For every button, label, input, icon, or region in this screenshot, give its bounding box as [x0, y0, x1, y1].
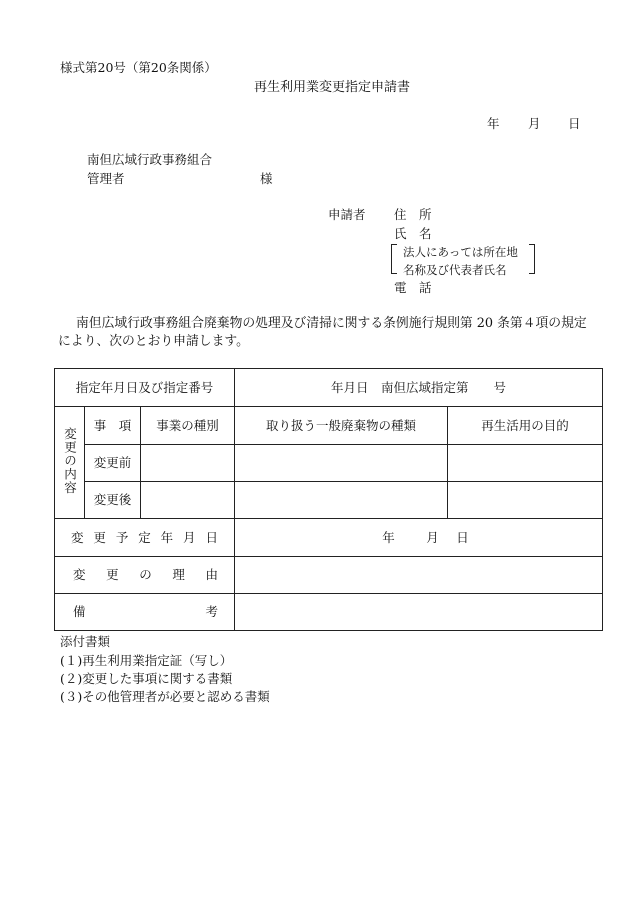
- body-text-line2: により、次のとおり申請します。: [58, 334, 249, 349]
- change-form-table: [54, 368, 603, 631]
- attachment-item-1: (１)再生利用業指定証（写し）: [60, 653, 233, 668]
- after-business-type-cell[interactable]: [141, 482, 235, 519]
- planned-date-label: 変 更 予 定 年 月 日: [55, 519, 235, 557]
- designation-value[interactable]: 年月日 南但広域指定第 号: [235, 369, 603, 407]
- header-business-type: 事業の種別: [141, 407, 235, 445]
- addressee-honorific: 様: [260, 171, 273, 186]
- remarks-value-cell[interactable]: [235, 594, 603, 631]
- remarks-label: 備 考: [55, 594, 235, 631]
- corp-bracket-left: [391, 244, 397, 274]
- before-label: 変更前: [85, 445, 141, 482]
- reason-value-cell[interactable]: [235, 557, 603, 594]
- before-business-type-cell[interactable]: [141, 445, 235, 482]
- header-waste-type: 取り扱う一般廃棄物の種類: [235, 407, 448, 445]
- address-label: 住 所: [394, 207, 432, 222]
- name-label: 氏 名: [394, 226, 432, 241]
- addressee-org: 南但広域行政事務組合: [87, 152, 213, 167]
- phone-label: 電 話: [394, 280, 432, 295]
- date-month: 月: [528, 116, 541, 131]
- before-waste-type-cell[interactable]: [235, 445, 448, 482]
- corp-note-line1: 法人にあっては所在地: [403, 245, 518, 259]
- planned-date-value[interactable]: 年 月 日: [235, 519, 603, 557]
- corp-bracket-right: [529, 244, 535, 274]
- date-day: 日: [568, 116, 581, 131]
- attachment-item-2: (２)変更した事項に関する書類: [60, 671, 233, 686]
- body-text-line1: 南但広域行政事務組合廃棄物の処理及び清掃に関する条例施行規則第 20 条第４項の規定: [76, 316, 587, 331]
- corp-note-line2: 名称及び代表者氏名: [403, 263, 507, 277]
- change-content-label: 変更の内容: [55, 407, 85, 519]
- form-number: 様式第20号（第20条関係）: [60, 60, 217, 75]
- attachments-heading: 添付書類: [60, 634, 111, 649]
- header-purpose: 再生活用の目的: [448, 407, 603, 445]
- addressee-role: 管理者: [87, 171, 125, 186]
- reason-label: 変 更 の 理 由: [55, 557, 235, 594]
- after-waste-type-cell[interactable]: [235, 482, 448, 519]
- date-year: 年: [487, 116, 500, 131]
- designation-label: 指定年月日及び指定番号: [55, 369, 235, 407]
- applicant-label: 申請者: [328, 207, 366, 222]
- attachment-item-3: (３)その他管理者が必要と認める書類: [60, 689, 270, 704]
- after-label: 変更後: [85, 482, 141, 519]
- header-item: 事 項: [85, 407, 141, 445]
- before-purpose-cell[interactable]: [448, 445, 603, 482]
- after-purpose-cell[interactable]: [448, 482, 603, 519]
- document-title: 再生利用業変更指定申請書: [254, 80, 411, 95]
